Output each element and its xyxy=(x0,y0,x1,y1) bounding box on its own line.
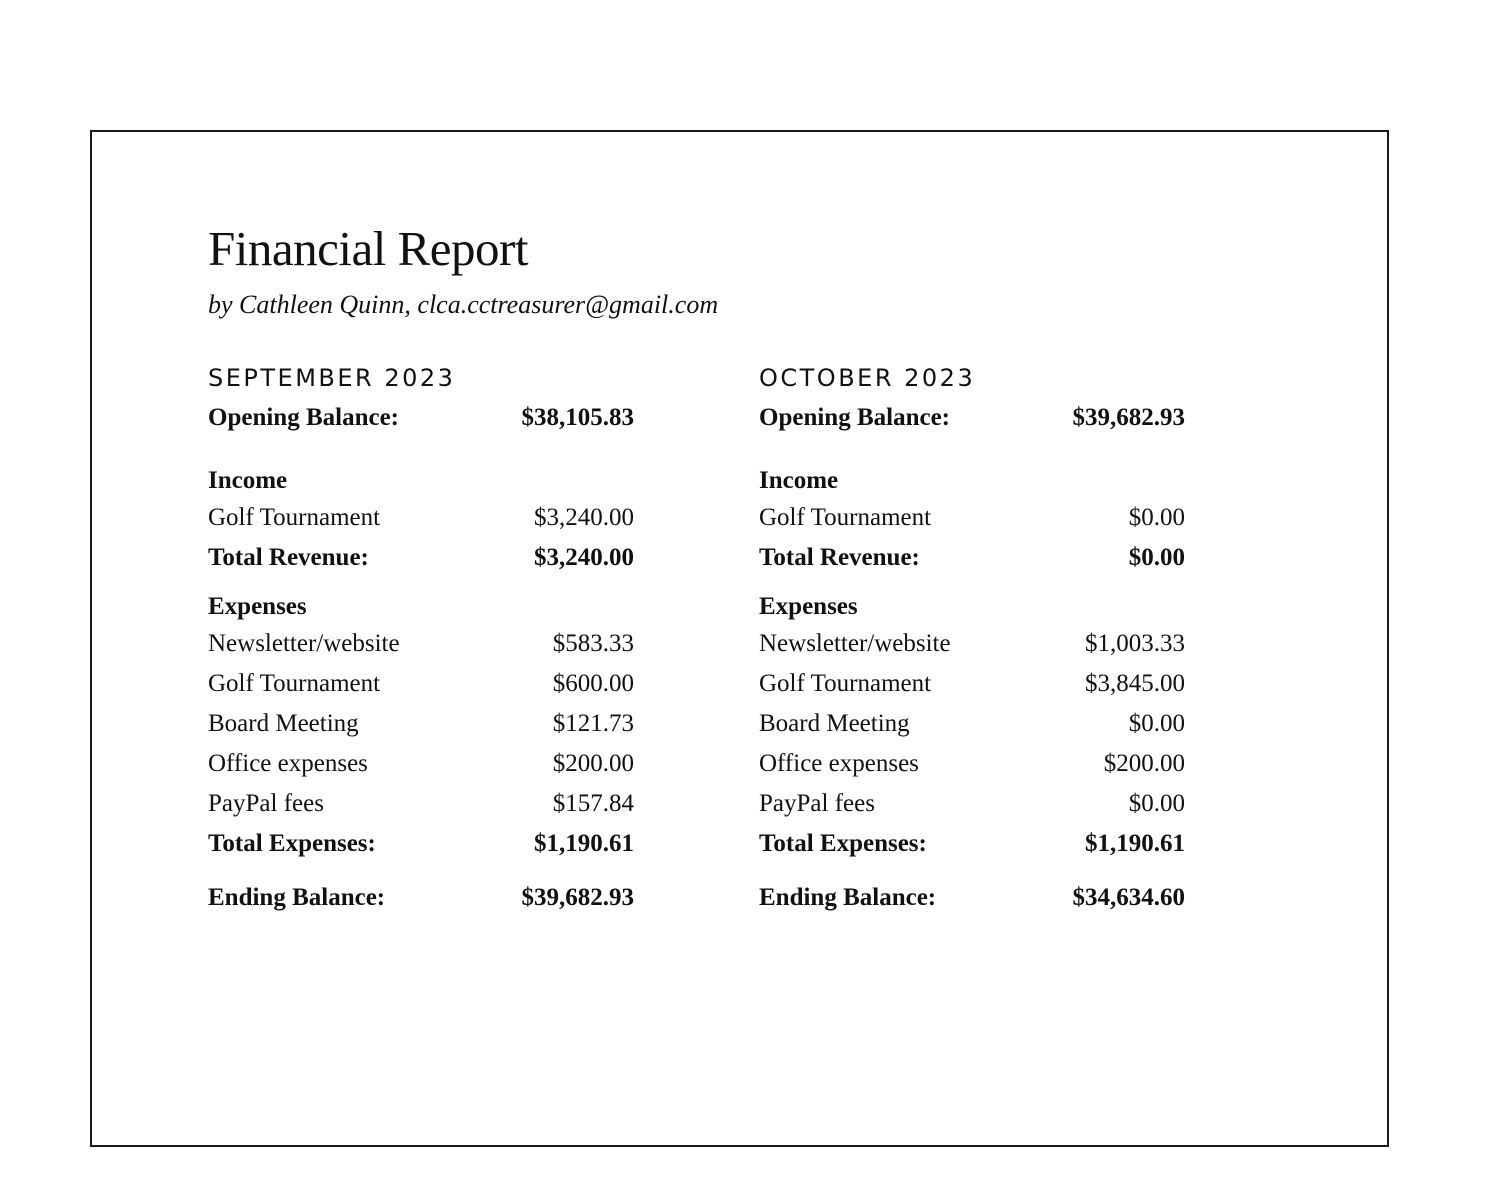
expense-item-amount: $3,845.00 xyxy=(1085,670,1185,697)
expense-item-amount: $200.00 xyxy=(552,750,634,777)
september-column xyxy=(208,360,634,918)
page-title: Financial Report xyxy=(208,221,528,276)
expense-row xyxy=(759,784,1185,824)
income-item-label: Golf Tournament xyxy=(208,504,381,531)
expense-row xyxy=(759,704,1185,744)
expense-item-amount: $157.84 xyxy=(552,790,634,817)
expense-row xyxy=(208,664,634,704)
expense-item-amount: $600.00 xyxy=(552,670,634,697)
ending-balance-label: Ending Balance: xyxy=(759,884,937,911)
period-heading-september: SEPTEMBER 2023 xyxy=(208,364,456,392)
opening-balance-label: Opening Balance: xyxy=(208,404,399,431)
ending-balance-value: $39,682.93 xyxy=(521,884,634,911)
expense-item-label: Golf Tournament xyxy=(759,670,932,697)
expense-item-amount: $121.73 xyxy=(552,710,634,737)
expense-item-label: Board Meeting xyxy=(208,710,359,737)
expense-row xyxy=(208,784,634,824)
opening-balance-row xyxy=(208,396,634,440)
expense-item-label: Office expenses xyxy=(759,750,919,777)
total-revenue-value: $3,240.00 xyxy=(534,544,634,571)
expense-row xyxy=(208,704,634,744)
expenses-heading: Expenses xyxy=(208,593,307,620)
income-item-label: Golf Tournament xyxy=(759,504,932,531)
income-row xyxy=(208,498,634,538)
income-item-amount: $0.00 xyxy=(1128,504,1185,531)
expense-item-label: Newsletter/website xyxy=(208,630,400,657)
expense-row xyxy=(759,624,1185,664)
total-expenses-label: Total Expenses: xyxy=(208,830,376,857)
ending-balance-value: $34,634.60 xyxy=(1072,884,1185,911)
expense-row xyxy=(759,744,1185,784)
total-revenue-value: $0.00 xyxy=(1128,544,1185,571)
author-byline: by Cathleen Quinn, clca.cctreasurer@gmail.com xyxy=(208,290,719,319)
total-expenses-value: $1,190.61 xyxy=(534,830,634,857)
total-expenses-row xyxy=(759,824,1185,864)
ending-balance-label: Ending Balance: xyxy=(208,884,386,911)
total-expenses-value: $1,190.61 xyxy=(1085,830,1185,857)
opening-balance-row xyxy=(759,396,1185,440)
expense-row xyxy=(759,664,1185,704)
opening-balance-value: $38,105.83 xyxy=(521,404,634,431)
expense-item-amount: $200.00 xyxy=(1103,750,1185,777)
expense-row xyxy=(208,744,634,784)
expense-item-amount: $0.00 xyxy=(1128,790,1185,817)
total-expenses-label: Total Expenses: xyxy=(759,830,927,857)
expense-item-amount: $0.00 xyxy=(1128,710,1185,737)
expense-item-label: Office expenses xyxy=(208,750,368,777)
expense-item-label: PayPal fees xyxy=(759,790,875,817)
opening-balance-label: Opening Balance: xyxy=(759,404,950,431)
total-revenue-label: Total Revenue: xyxy=(759,544,920,571)
total-expenses-row xyxy=(208,824,634,864)
expense-item-amount: $1,003.33 xyxy=(1085,630,1185,657)
expense-row xyxy=(208,624,634,664)
expense-item-label: Board Meeting xyxy=(759,710,910,737)
income-heading: Income xyxy=(759,467,839,494)
expense-item-amount: $583.33 xyxy=(552,630,634,657)
total-revenue-label: Total Revenue: xyxy=(208,544,369,571)
income-row xyxy=(759,498,1185,538)
expense-item-label: Golf Tournament xyxy=(208,670,381,697)
expense-item-label: Newsletter/website xyxy=(759,630,951,657)
total-revenue-row xyxy=(208,538,634,578)
opening-balance-value: $39,682.93 xyxy=(1072,404,1185,431)
expense-item-label: PayPal fees xyxy=(208,790,324,817)
period-heading-october: OCTOBER 2023 xyxy=(759,364,976,392)
ending-balance-row xyxy=(759,878,1185,918)
ending-balance-row xyxy=(208,878,634,918)
income-heading: Income xyxy=(208,467,288,494)
income-item-amount: $3,240.00 xyxy=(534,504,634,531)
total-revenue-row xyxy=(759,538,1185,578)
october-column xyxy=(759,360,1185,918)
expenses-heading: Expenses xyxy=(759,593,858,620)
